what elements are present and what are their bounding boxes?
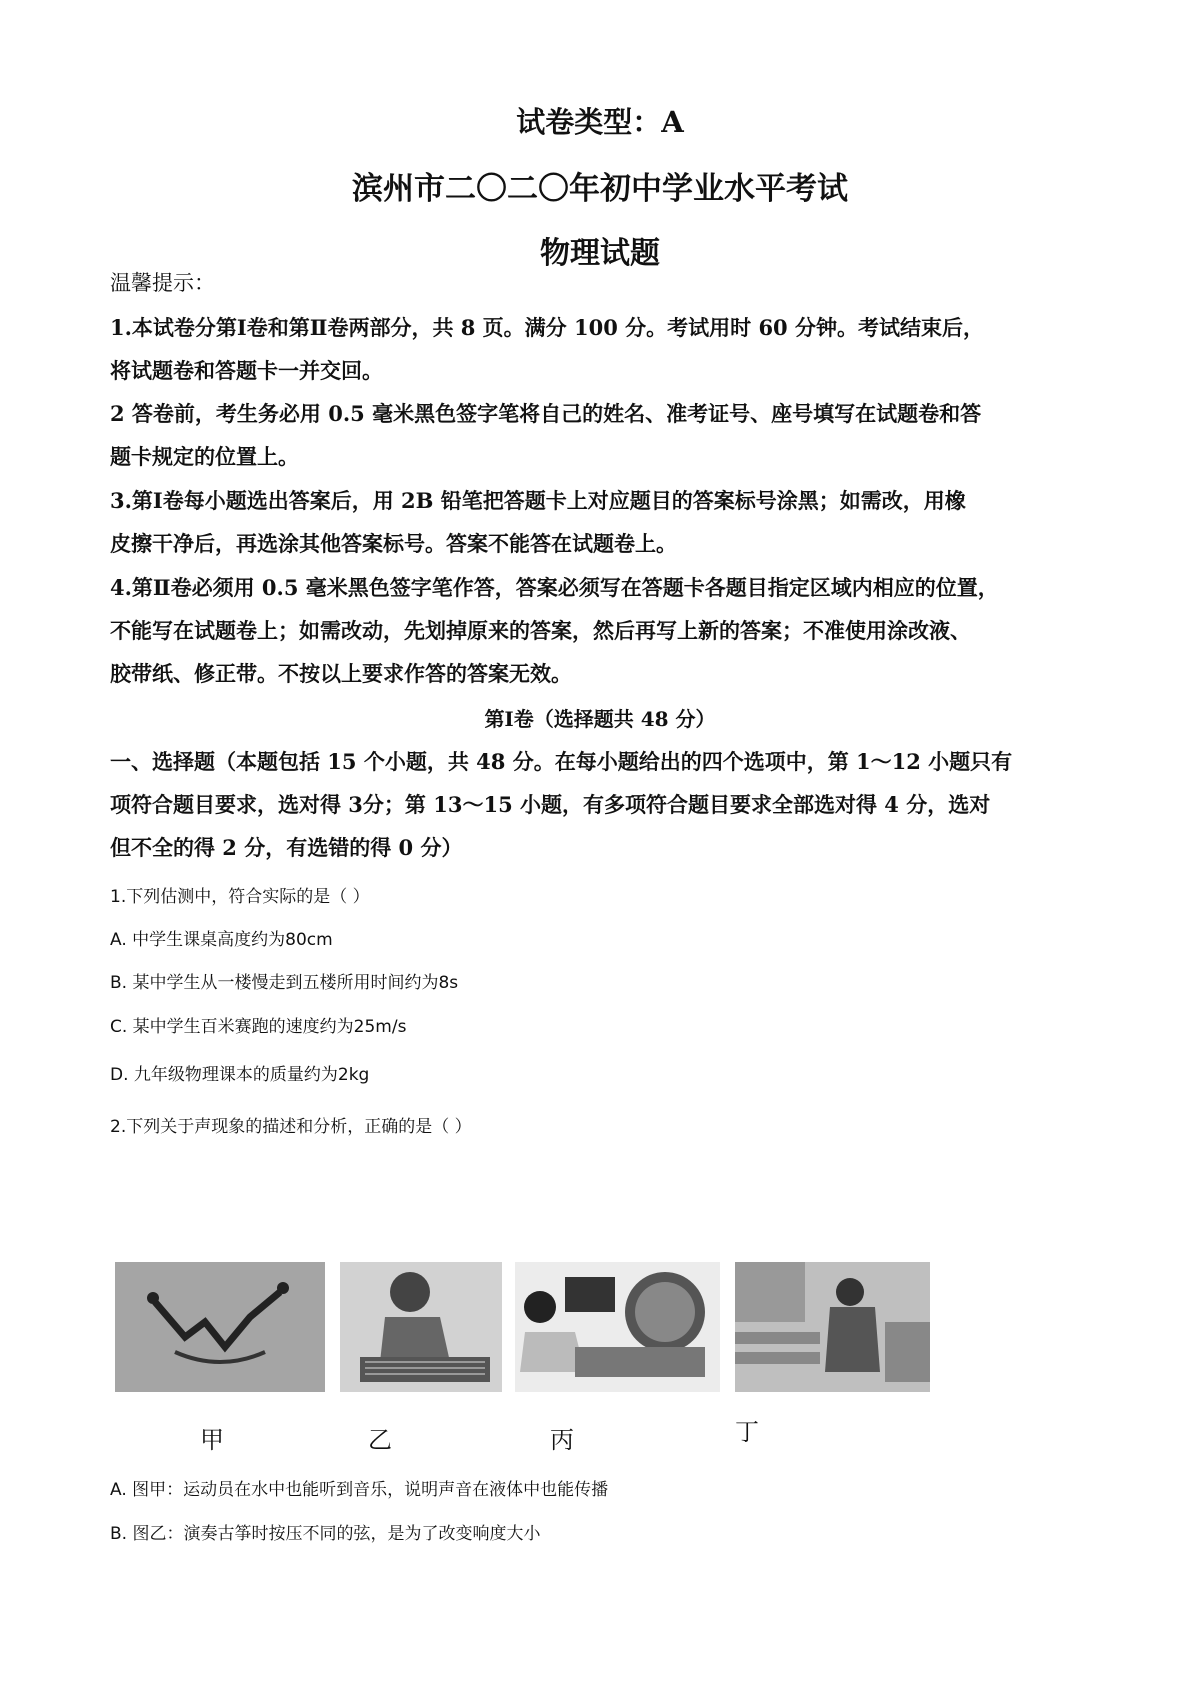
note-line: 1.本试卷分第Ⅰ卷和第Ⅱ卷两部分，共 8 页。满分 100 分。考试用时 60 分钟。考试结束后， (110, 315, 984, 340)
section-title: 第Ⅰ卷（选择题共 48 分） (484, 707, 716, 731)
question-2-figures (115, 1262, 1115, 1392)
note-line: 2 答卷前，考生务必用 0.5 毫米黑色签字笔将自己的姓名、准考证号、座号填写在试题卷和答 (110, 401, 982, 426)
section-instruction: 项符合题目要求，选对得 3分；第 13～15 小题，有多项符合题目要求全部选对得 4 分，选对 (110, 792, 991, 817)
section-instruction: 一、选择题（本题包括 15 个小题，共 48 分。在每小题给出的四个选项中，第 1～12 小题只有 (110, 749, 1013, 774)
figure-caption-ding: 丁 (735, 1418, 759, 1446)
figure-caption-yi: 乙 (368, 1426, 392, 1454)
note-line: 4.第Ⅱ卷必须用 0.5 毫米黑色签字笔作答，答案必须写在答题卡各题目指定区域内相应的位置， (110, 575, 999, 600)
exam-title: 滨州市二〇二〇年初中学业水平考试 (352, 171, 848, 207)
question-1-option-c: C. 某中学生百米赛跑的速度约为25m/s (110, 1017, 407, 1037)
section-instruction: 但不全的得 2 分，有选错的得 0 分） (110, 835, 463, 860)
textile-factory-photo (735, 1262, 930, 1392)
question-1-option-d: D. 九年级物理课本的质量约为2kg (110, 1065, 370, 1085)
note-line: 胶带纸、修正带。不按以上要求作答的答案无效。 (110, 661, 572, 686)
swimmers-photo (115, 1262, 325, 1392)
ultrasound-photo (515, 1262, 720, 1392)
notes-heading: 温馨提示： (110, 271, 215, 295)
question-2-option-b: B. 图乙：演奏古筝时按压不同的弦，是为了改变响度大小 (110, 1524, 541, 1544)
question-1-option-b: B. 某中学生从一楼慢走到五楼所用时间约为8s (110, 973, 459, 993)
figure-caption-bing: 丙 (550, 1426, 574, 1454)
figure-caption-jia: 甲 (200, 1426, 224, 1454)
exam-type-line: 试卷类型：A (516, 105, 684, 139)
note-line: 皮擦干净后，再选涂其他答案标号。答案不能答在试题卷上。 (110, 531, 677, 556)
question-2-option-a: A. 图甲：运动员在水中也能听到音乐，说明声音在液体中也能传播 (110, 1480, 609, 1500)
note-line: 不能写在试题卷上；如需改动，先划掉原来的答案，然后再写上新的答案；不准使用涂改液、 (110, 618, 971, 643)
note-line: 题卡规定的位置上。 (110, 444, 299, 469)
note-line: 3.第Ⅰ卷每小题选出答案后，用 2B 铅笔把答题卡上对应题目的答案标号涂黑；如需改，用橡 (110, 488, 966, 513)
question-1-stem: 1.下列估测中，符合实际的是（ ） (110, 887, 370, 907)
question-1-option-a: A. 中学生课桌高度约为80cm (110, 930, 333, 950)
question-2-stem: 2.下列关于声现象的描述和分析，正确的是（ ） (110, 1117, 472, 1137)
subject-title: 物理试题 (540, 236, 660, 271)
note-line: 将试题卷和答题卡一并交回。 (110, 358, 383, 383)
guzheng-player-photo (340, 1262, 502, 1392)
